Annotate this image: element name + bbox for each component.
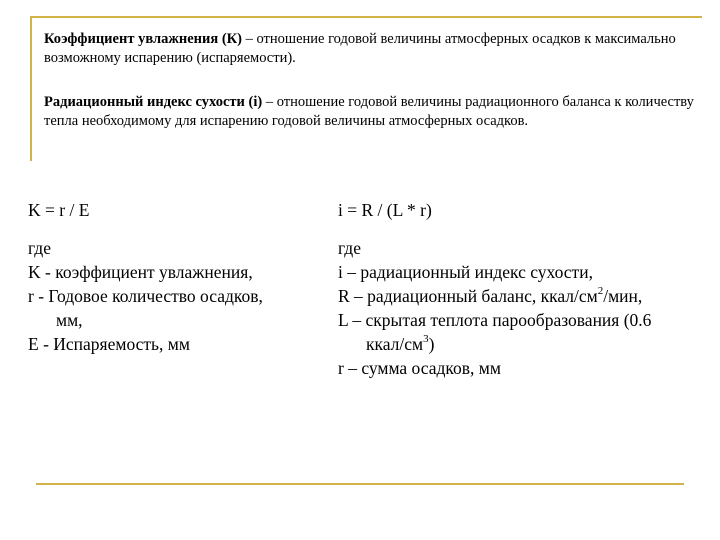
dryness-definition bbox=[44, 93, 694, 131]
legend-e: E - Испаряемость, мм bbox=[28, 334, 190, 354]
humidity-description: – отношение годовой величины атмосферных осадков к максимально возможному испарению (испаряемости). bbox=[44, 31, 676, 66]
where-label: где bbox=[338, 238, 361, 258]
frame-top-border bbox=[30, 16, 702, 18]
frame-bottom-border bbox=[36, 483, 684, 485]
legend-R-suffix: /мин, bbox=[603, 286, 643, 306]
humidity-formula-block bbox=[28, 198, 328, 356]
legend-i: i – радиационный индекс сухости, bbox=[338, 262, 593, 282]
legend-r-unit: мм, bbox=[56, 310, 83, 330]
where-label: где bbox=[28, 238, 51, 258]
legend-R bbox=[338, 284, 708, 308]
dryness-description: – отношение годовой величины радиационного баланса к количеству тепла необходимому для испарению годовой величины атмосферных осадков. bbox=[44, 94, 694, 129]
legend-L: L – скрытая теплота парообразования (0.6 bbox=[338, 310, 652, 330]
legend-L-exponent: 3 bbox=[423, 333, 429, 346]
legend-R-text: R – радиационный баланс, ккал/см bbox=[338, 286, 598, 306]
frame-left-border bbox=[30, 16, 32, 161]
legend-L-unit bbox=[338, 332, 708, 356]
humidity-definition bbox=[44, 30, 694, 68]
dryness-formula: i = R / (L * r) bbox=[338, 200, 432, 220]
legend-R-exponent: 2 bbox=[597, 285, 604, 298]
dryness-formula-block bbox=[338, 198, 708, 380]
legend-L-suffix: ) bbox=[428, 334, 435, 354]
humidity-formula: K = r / E bbox=[28, 200, 90, 220]
legend-r-sum: r – сумма осадков, мм bbox=[338, 358, 501, 378]
legend-r: r - Годовое количество осадков, bbox=[28, 286, 263, 306]
humidity-term: Коэффициент увлажнения (К) bbox=[44, 31, 242, 47]
legend-L-unit-text: ккал/см bbox=[366, 334, 424, 354]
legend-k: K - коэффициент увлажнения, bbox=[28, 262, 253, 282]
dryness-term: Радиационный индекс сухости (i) bbox=[44, 94, 263, 110]
